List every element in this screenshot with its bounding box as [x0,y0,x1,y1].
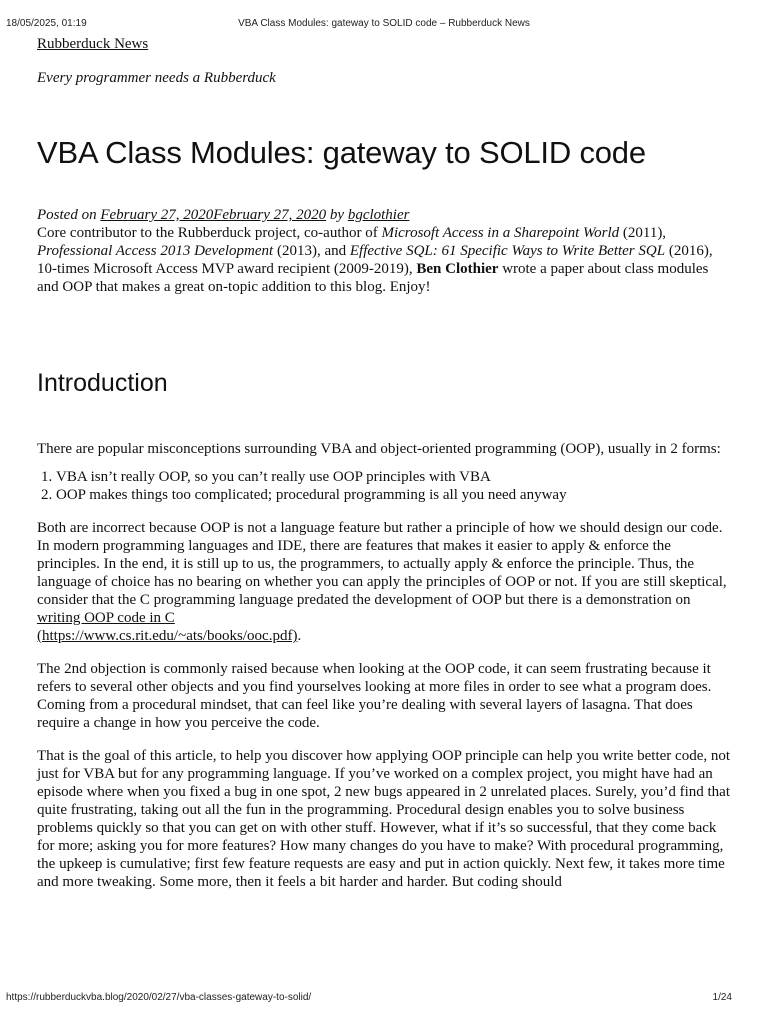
site-title [37,34,733,54]
post-date-link[interactable]: February 27, 2020February 27, 2020 [100,207,327,223]
article-content [37,34,733,891]
print-page-title: VBA Class Modules: gateway to SOLID code – Rubberduck News [238,18,530,29]
print-datetime: 18/05/2025, 01:19 [6,18,87,29]
ooc-link[interactable] [37,610,297,644]
print-header [0,18,768,32]
ooc-link-text: writing OOP code in C [37,610,175,626]
paragraph-misconceptions: There are popular misconceptions surrounding VBA and object-oriented programming (OOP), usually in 2 forms: [37,441,721,457]
paragraph-article-goal: That is the goal of this article, to help you discover how applying OOP principle can help you write better code, not just for VBA but for any programming language. If you’ve worked on a complex project, you might have had an episode where when you fixed a bug in one spot, 2 new bugs appeared in 2 unrelated places. Surely, you’d find that quite frustrating, taking out all the fun in the programming. Procedural design enables you to solve business problems quickly so that you can get on with other stuff. However, what if it’s so successful, that they come back for more; asking you for more features? How many changes do you have to make? With procedural programming, the upkeep is cumulative; first few feature requests are easy and put in action quickly. Next few, it takes more time and more tweaking. Some more, then it feels a bit harder and harder. But coding should [37,748,731,890]
posted-on-label: Posted on [37,207,101,223]
page-title: VBA Class Modules: gateway to SOLID code [37,135,646,170]
site-title-link[interactable]: Rubberduck News [37,36,149,52]
print-page-number: 1/24 [712,992,732,1003]
intro-text-3: (2013), and [273,243,350,259]
intro-text-4: (2016), 10-times Microsoft Access MVP award recipient (2009-2019), [37,243,713,277]
intro-text-1: Core contributor to the Rubberduck project, co-author of [37,225,382,241]
list-item: 1. VBA isn’t really OOP, so you can’t really use OOP principles with VBA [56,468,733,486]
book-title-2: Professional Access 2013 Development [37,243,274,259]
by-label: by [326,207,348,223]
book-title-1: Microsoft Access in a Sharepoint World [381,225,620,241]
intro-paragraph [37,224,733,296]
author-name: Ben Clothier [416,261,499,277]
site-tagline: Every programmer needs a Rubberduck [37,70,276,86]
section-heading-introduction: Introduction [37,369,168,397]
author-link[interactable]: bgclothier [347,207,410,223]
list-item: 2. OOP makes things too complicated; procedural programming is all you need anyway [56,486,733,504]
post-meta [37,206,733,224]
intro-text-2: (2011), [619,225,667,241]
paragraph-text: Both are incorrect because OOP is not a language feature but rather a principle of how we should design our code. In modern programming languages and IDE, there are features that makes it easier to apply & enforce the principles. In the end, it is still up to us, the programmers, to actually apply & enforce the principle. Thus, the language of choice has no bearing on whether you can apply the principles of OOP or not. If you are still skeptical, consider that the C programming language predated the development of OOP but there is a demonstration on [37,520,727,608]
intro-text-5: wrote a paper about class modules and OOP that makes a great on-topic addition to this blog. Enjoy! [37,261,709,295]
ooc-link-url: (https://www.cs.rit.edu/~ats/books/ooc.pdf) [37,628,298,644]
print-url: https://rubberduckvba.blog/2020/02/27/vba-classes-gateway-to-solid/ [6,992,312,1003]
print-footer [0,992,768,1006]
book-title-3: Effective SQL: 61 Specific Ways to Write Better SQL [349,243,666,259]
paragraph-second-objection: The 2nd objection is commonly raised because when looking at the OOP code, it can seem frustrating because it refers to several other objects and you find yourselves looking at more files in order to see what a program does. Coming from a procedural mindset, that can feel like you’re dealing with several layers of lasagna. That does require a change in how you perceive the code. [37,661,712,731]
misconceptions-list [37,468,733,504]
paragraph-both-incorrect [37,519,733,645]
paragraph-end: . [297,628,302,644]
